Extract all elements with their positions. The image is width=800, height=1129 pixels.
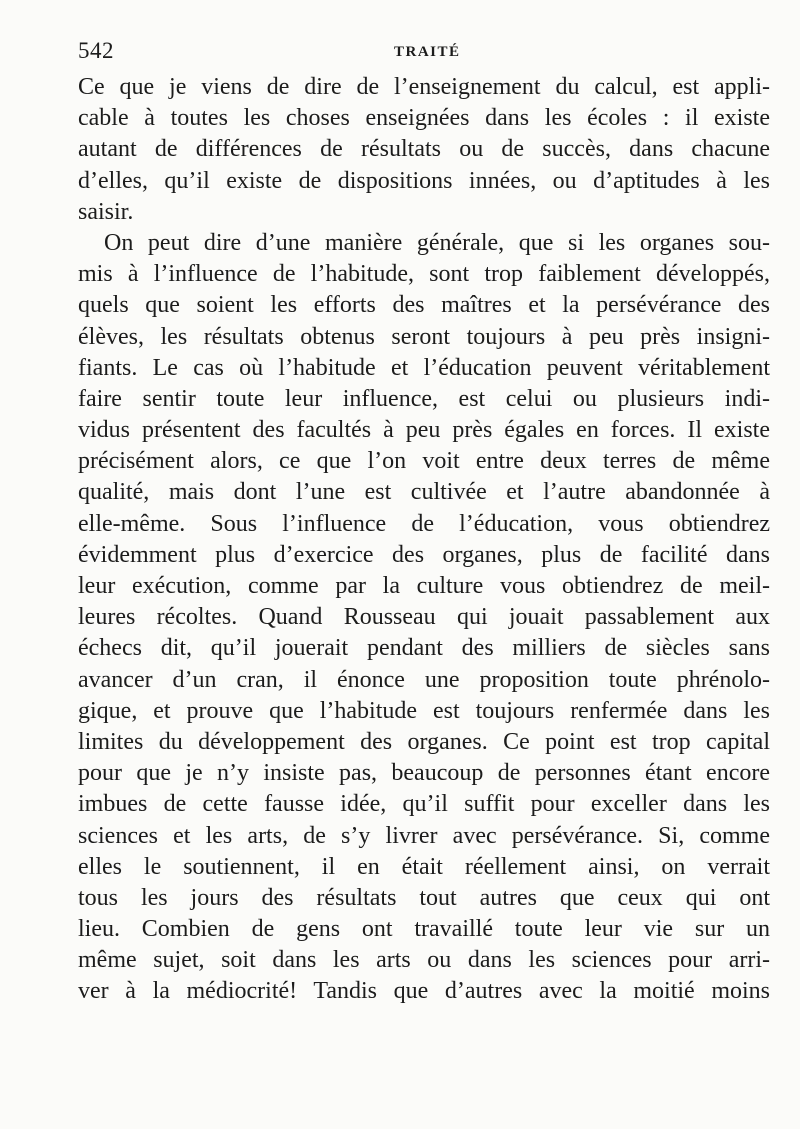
text-line: qualité, mais dont l’une est cultivée et l’autre abandonnée à: [78, 479, 770, 506]
text-line: faire sentir toute leur influence, est celui ou plusieurs indi-: [78, 385, 770, 412]
text-line: échecs dit, qu’il jouerait pendant des milliers de siècles sans: [78, 635, 770, 662]
text-line: pour que je n’y insiste pas, beaucoup de personnes étant encore: [78, 760, 770, 787]
text-line: limites du développement des organes. Ce point est trop capital: [78, 728, 770, 755]
paragraph-2: [78, 228, 770, 1008]
text-line: avancer d’un cran, il énonce une proposition toute phrénolo-: [78, 666, 770, 693]
text-line: leures récoltes. Quand Rousseau qui jouait passablement aux: [78, 604, 770, 631]
paragraph-1: [78, 72, 770, 228]
text-line: élèves, les résultats obtenus seront toujours à peu près insigni-: [78, 323, 770, 350]
text-line: ver à la médiocrité! Tandis que d’autres avec la moitié moins: [78, 978, 770, 1005]
text-line: évidemment plus d’exercice des organes, plus de facilité dans: [78, 541, 770, 568]
text-line: cable à toutes les choses enseignées dans les écoles : il existe: [78, 105, 770, 132]
text-line: lieu. Combien de gens ont travaillé toute leur vie sur un: [78, 916, 770, 943]
text-line: Ce que je viens de dire de l’enseignement du calcul, est appli-: [78, 74, 770, 100]
page-number: 542: [78, 38, 114, 63]
text-line: fiants. Le cas où l’habitude et l’éducation peuvent véritablement: [78, 354, 770, 381]
text-line: même sujet, soit dans les arts ou dans les sciences pour arri-: [78, 947, 770, 974]
body-text: [78, 72, 770, 1008]
text-line: d’elles, qu’il existe de dispositions innées, ou d’aptitudes à les: [78, 167, 770, 194]
text-line: sciences et les arts, de s’y livrer avec persévérance. Si, comme: [78, 822, 770, 849]
text-line: leur exécution, comme par la culture vous obtiendrez de meil-: [78, 573, 770, 599]
text-line: précisément alors, ce que l’on voit entre deux terres de même: [78, 448, 770, 475]
text-line: elle-même. Sous l’influence de l’éducation, vous obtiendrez: [78, 510, 770, 537]
text-line: mis à l’influence de l’habitude, sont trop faiblement développés,: [78, 261, 770, 288]
text-line: imbues de cette fausse idée, qu’il suffit pour exceller dans les: [78, 791, 770, 818]
text-line: quels que soient les efforts des maîtres et la persévérance des: [78, 292, 770, 319]
text-line: tous les jours des résultats tout autres que ceux qui ont: [78, 884, 770, 911]
text-line: vidus présentent des facultés à peu près égales en forces. Il existe: [78, 417, 770, 444]
text-line: gique, et prouve que l’habitude est toujours renfermée dans les: [78, 697, 770, 724]
text-line: elles le soutiennent, il en était réellement ainsi, on verrait: [78, 853, 770, 880]
text-line: On peut dire d’une manière générale, que si les organes sou-: [104, 229, 770, 256]
page-header: [78, 38, 768, 68]
text-line: saisir.: [78, 198, 134, 225]
text-line: autant de différences de résultats ou de succès, dans chacune: [78, 136, 770, 163]
running-title: TRAITÉ: [394, 44, 461, 60]
